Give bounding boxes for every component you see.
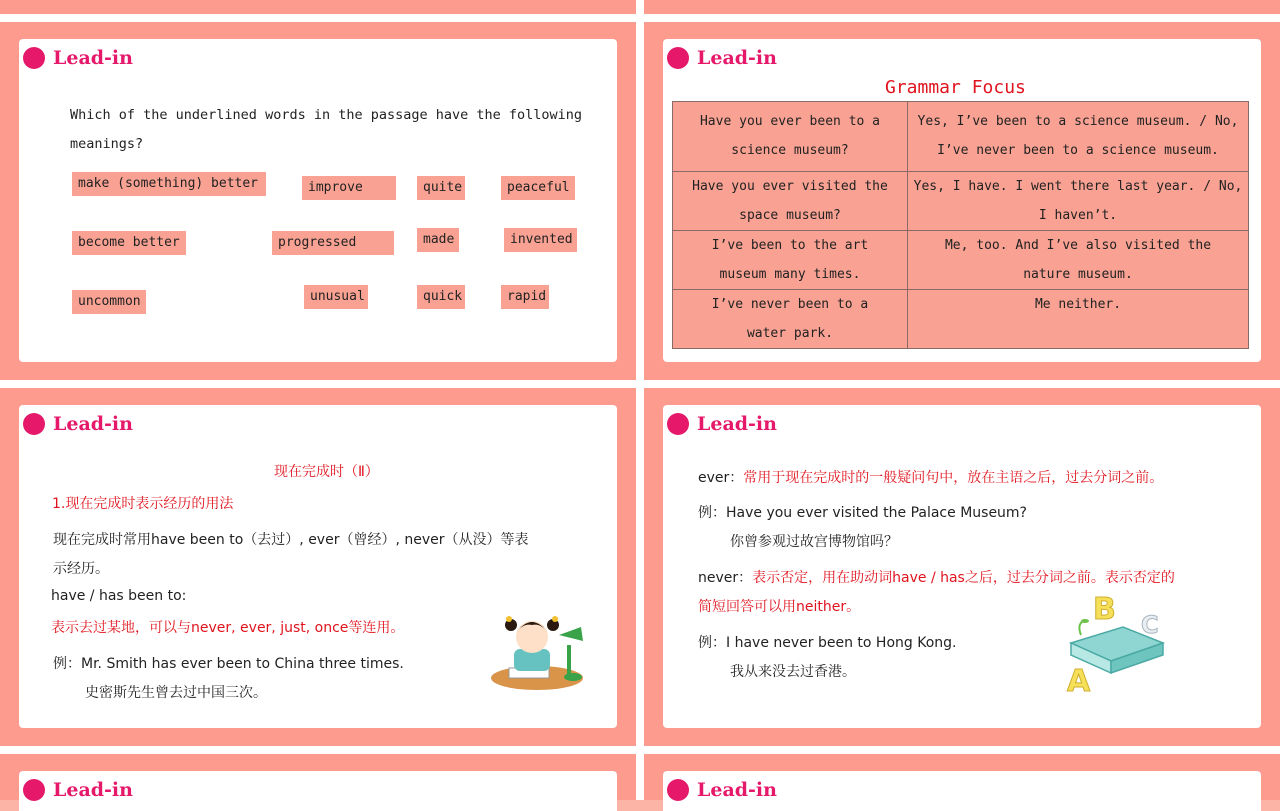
slide-5[interactable]	[0, 754, 636, 800]
ever-line: ever：常用于现在完成时的一般疑问句中，放在主语之后，过去分词之前。	[698, 470, 1164, 486]
abc-book-icon	[1063, 595, 1173, 695]
slide-4[interactable]	[644, 388, 1280, 746]
prev-slide-right[interactable]	[644, 0, 1280, 14]
grammar-focus-title: Grammar Focus	[885, 77, 1026, 98]
svg-text:C: C	[1141, 611, 1159, 639]
table-row: I’ve been to the art museum many times. Me, too. And I’ve also visited the nature museum.	[673, 231, 1249, 290]
lead-in-header: Lead-in	[23, 47, 133, 69]
bullet-dot-icon	[23, 779, 45, 801]
bullet-dot-icon	[667, 47, 689, 69]
slide-3-card	[19, 405, 617, 728]
bullet-dot-icon	[667, 413, 689, 435]
lead-in-header: Lead-in	[667, 413, 777, 435]
bullet-dot-icon	[23, 413, 45, 435]
word-box[interactable]: peaceful	[501, 176, 575, 200]
word-box[interactable]: rapid	[501, 285, 549, 309]
lead-in-header: Lead-in	[667, 779, 777, 801]
svg-text:B: B	[1093, 595, 1116, 627]
example-1-translation: 你曾参观过故宫博物馆吗？	[730, 534, 898, 550]
have-been-label: have / has been to:	[51, 588, 187, 604]
slide-2-card	[663, 39, 1261, 362]
column-divider	[636, 0, 644, 800]
slide-4-card	[663, 405, 1261, 728]
slide-6-card	[663, 771, 1261, 811]
paragraph-line-2: 示经历。	[53, 561, 109, 577]
word-box[interactable]: become better	[72, 231, 186, 255]
prev-slide-left[interactable]	[0, 0, 636, 14]
row-divider	[0, 14, 1280, 22]
row-divider	[0, 380, 1280, 388]
word-box[interactable]: quite	[417, 176, 465, 200]
never-line-2: 简短回答可以用neither。	[698, 599, 861, 615]
word-box[interactable]: improve	[302, 176, 396, 200]
word-box[interactable]: unusual	[304, 285, 368, 309]
example-1: 例：Have you ever visited the Palace Museum?	[698, 505, 1027, 521]
usage-note: 表示去过某地，可以与never, ever, just, once等连用。	[51, 620, 405, 636]
slide-6[interactable]	[644, 754, 1280, 800]
row-divider	[0, 746, 1280, 754]
lead-in-header: Lead-in	[23, 413, 133, 435]
word-box[interactable]: made	[417, 228, 459, 252]
word-box[interactable]: progressed	[272, 231, 394, 255]
never-line: never：表示否定，用在助动词have / has之后，过去分词之前。表示否定的	[698, 570, 1175, 586]
table-row: I’ve never been to a water park. Me neither.	[673, 290, 1249, 349]
word-box[interactable]: invented	[504, 228, 577, 252]
table-row: Have you ever visited the space museum? Yes, I have. I went there last year. / No, I haven’t.	[673, 172, 1249, 231]
lead-in-header: Lead-in	[667, 47, 777, 69]
example-translation: 史密斯先生曾去过中国三次。	[85, 685, 267, 701]
slide-1-card	[19, 39, 617, 362]
paragraph-line-1: 现在完成时常用have been to（去过）, ever（曾经）, never（从没）等表	[53, 532, 529, 548]
slide-2[interactable]	[644, 22, 1280, 380]
svg-text:A: A	[1067, 664, 1091, 695]
bullet-dot-icon	[23, 47, 45, 69]
lead-in-header: Lead-in	[23, 779, 133, 801]
example-2-translation: 我从来没去过香港。	[730, 664, 856, 680]
grammar-table	[672, 101, 1249, 349]
girl-studying-icon	[489, 605, 589, 695]
instruction-line-1: Which of the underlined words in the passage have the following	[70, 107, 583, 123]
word-box[interactable]: make (something) better	[72, 172, 266, 196]
bullet-dot-icon	[667, 779, 689, 801]
example-2: 例：I have never been to Hong Kong.	[698, 635, 957, 651]
example-sentence: 例：Mr. Smith has ever been to China three times.	[53, 656, 404, 672]
section-title: 现在完成时（Ⅱ）	[274, 464, 379, 480]
slide-1[interactable]	[0, 22, 636, 380]
slide-5-card	[19, 771, 617, 811]
instruction-line-2: meanings?	[70, 136, 144, 152]
section-subtitle: 1.现在完成时表示经历的用法	[52, 496, 234, 512]
table-row: Have you ever been to a science museum? Yes, I’ve been to a science museum. / No, I’ve never been to a science museum.	[673, 102, 1249, 172]
slide-3[interactable]	[0, 388, 636, 746]
word-box[interactable]: quick	[417, 285, 465, 309]
word-box[interactable]: uncommon	[72, 290, 146, 314]
